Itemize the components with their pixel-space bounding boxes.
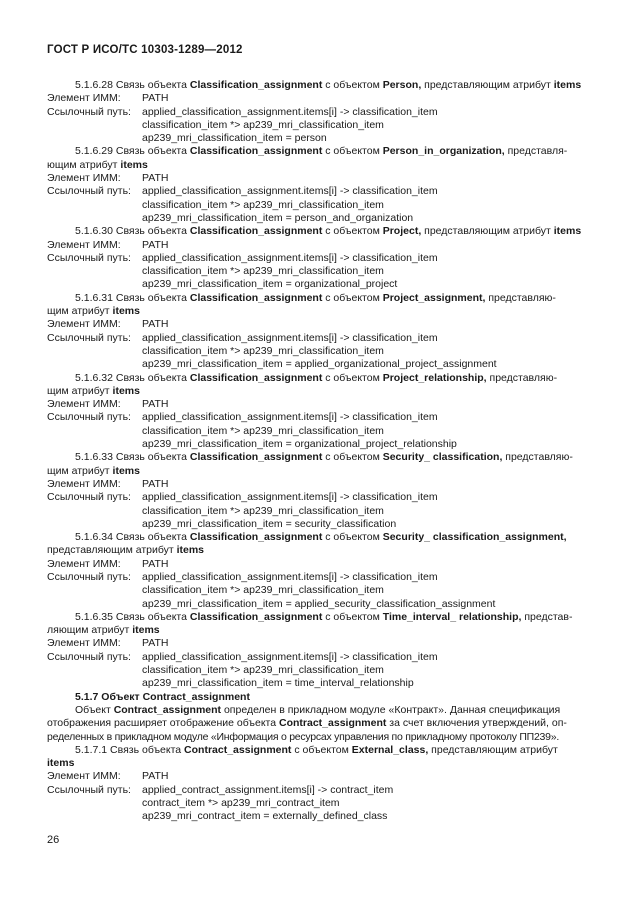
imm-element-row xyxy=(47,637,583,650)
attribute-name: items xyxy=(120,158,148,171)
text-span: ap239_mri_classification_item = applied_security_classification_assignment xyxy=(142,597,496,610)
attribute-name: items xyxy=(132,624,160,637)
text-span: Связь объекта xyxy=(112,371,190,384)
text-span: щим атрибут xyxy=(47,384,113,397)
reference-path-row xyxy=(47,332,583,345)
imm-element-value: PATH xyxy=(142,92,169,105)
section-heading-text xyxy=(75,611,572,624)
reference-path-line: applied_contract_assignment.items[i] -> contract_item xyxy=(142,783,394,796)
text-span: представляющим атрибут xyxy=(47,544,177,557)
text-span: щим атрибут xyxy=(47,305,113,318)
imm-element-label: Элемент ИММ: xyxy=(47,238,121,251)
section-heading-cont xyxy=(47,757,583,770)
text-span: ap239_mri_classification_item = organizational_project_relationship xyxy=(142,438,457,451)
reference-path-line xyxy=(47,345,583,358)
text-span: представляю- xyxy=(485,291,556,304)
target-object-name: Person_in_organization, xyxy=(382,145,505,158)
imm-element-value: PATH xyxy=(142,637,169,650)
object-name: Classification_assignment xyxy=(189,531,323,544)
imm-element-label: Элемент ИММ: xyxy=(47,92,121,105)
text-span: ap239_mri_classification_item = applied_organizational_project_assignment xyxy=(142,358,497,371)
section-number: 5.1.6.30 xyxy=(75,225,113,238)
section-heading-cont xyxy=(47,465,583,478)
reference-path-row xyxy=(47,491,583,504)
attribute-name: items xyxy=(112,464,140,477)
text-span: с объектом xyxy=(322,145,383,158)
imm-element-label: Элемент ИММ: xyxy=(47,172,121,185)
reference-path-line: applied_classification_assignment.items[i] -> classification_item xyxy=(142,331,438,344)
document-body xyxy=(47,79,583,824)
text-span: ляющим атрибут xyxy=(47,624,133,637)
reference-path-line xyxy=(47,438,583,451)
text-span: classification_item *> ap239_mri_classification_item xyxy=(142,344,384,357)
section-heading-cont xyxy=(47,624,583,637)
section-517-heading xyxy=(47,691,583,704)
reference-path-line: applied_classification_assignment.items[i] -> classification_item xyxy=(142,570,438,583)
section-number: 5.1.6.31 xyxy=(75,291,113,304)
imm-element-row xyxy=(47,239,583,252)
text-span: ap239_mri_classification_item = organizational_project xyxy=(142,278,398,291)
reference-path-line xyxy=(47,425,583,438)
reference-path-line xyxy=(47,505,583,518)
attribute-name: items xyxy=(553,225,582,238)
imm-element-row xyxy=(47,318,583,331)
text-span: представляю- xyxy=(502,451,573,464)
imm-element-label: Элемент ИММ: xyxy=(47,477,121,490)
reference-path-line xyxy=(47,132,583,145)
target-object-name: Security_ classification_assignment, xyxy=(382,531,567,544)
target-object-name: Project, xyxy=(382,225,422,238)
text-span: представля- xyxy=(504,145,568,158)
text-span: с объектом xyxy=(322,79,383,91)
target-object-name: External_class, xyxy=(351,743,429,756)
text-span: за счет включения утверждений, оп- xyxy=(386,717,567,730)
text-span: classification_item *> ap239_mri_classification_item xyxy=(142,265,384,278)
reference-path-label: Ссылочный путь: xyxy=(47,411,131,424)
target-object-name: Time_interval_ relationship, xyxy=(382,610,522,623)
object-name: Classification_assignment xyxy=(189,145,323,158)
reference-path-row xyxy=(47,571,583,584)
reference-path-line xyxy=(47,265,583,278)
imm-element-row xyxy=(47,398,583,411)
text-span: ap239_mri_classification_item = time_interval_relationship xyxy=(142,677,414,690)
section-number: 5.1.6.33 xyxy=(75,451,113,464)
reference-path-line xyxy=(47,584,583,597)
section-number: 5.1.6.34 xyxy=(75,531,113,544)
text-span: с объектом xyxy=(291,743,352,756)
reference-path-line xyxy=(47,518,583,531)
text-span: ap239_mri_contract_item = externally_defined_class xyxy=(142,810,388,823)
text-span: 5.1.7 Объект Contract_assignment xyxy=(75,690,250,703)
text-span: Связь объекта xyxy=(112,291,190,304)
section-number: 5.1.6.32 xyxy=(75,371,113,384)
paragraph-line xyxy=(47,731,583,744)
text-span: ющим атрибут xyxy=(47,158,121,171)
imm-element-value: PATH xyxy=(142,172,169,185)
imm-element-value: PATH xyxy=(142,770,169,783)
text-span: определен в прикладном модуле «Контракт». Данная спецификация xyxy=(221,703,561,716)
imm-element-value: PATH xyxy=(142,477,169,490)
text-span: Связь объекта xyxy=(112,145,190,158)
text-span: classification_item *> ap239_mri_classification_item xyxy=(142,198,384,211)
object-name: Classification_assignment xyxy=(189,79,323,91)
reference-path-line: applied_classification_assignment.items[i] -> classification_item xyxy=(142,185,438,198)
document-header: ГОСТ Р ИСО/ТС 10303-1289—2012 xyxy=(47,44,243,56)
reference-path-line xyxy=(47,119,583,132)
text-span: представляющим атрибут xyxy=(428,743,558,756)
section-heading-cont xyxy=(47,305,583,318)
reference-path-line xyxy=(47,199,583,212)
imm-element-label: Элемент ИММ: xyxy=(47,398,121,411)
text-span: щим атрибут xyxy=(47,464,113,477)
text-span: Связь объекта xyxy=(112,531,190,544)
section-heading-cont xyxy=(47,544,583,557)
reference-path-line xyxy=(47,677,583,690)
reference-path-line xyxy=(47,278,583,291)
text-span: Связь объекта xyxy=(112,225,190,238)
object-name: Contract_assignment xyxy=(184,743,292,756)
reference-path-line: applied_classification_assignment.items[i] -> classification_item xyxy=(142,491,438,504)
object-name: Classification_assignment xyxy=(189,451,323,464)
text-span: Связь объекта xyxy=(107,743,185,756)
attribute-name: items xyxy=(47,757,75,770)
text-span: contract_item *> ap239_mri_contract_item xyxy=(142,797,340,810)
text-span: с объектом xyxy=(322,225,383,238)
section-heading-cont xyxy=(47,385,583,398)
reference-path-row xyxy=(47,651,583,664)
object-name: Classification_assignment xyxy=(189,291,323,304)
text-span: classification_item *> ap239_mri_classification_item xyxy=(142,504,384,517)
section-heading xyxy=(47,225,583,238)
target-object-name: Person, xyxy=(382,79,422,91)
reference-path-label: Ссылочный путь: xyxy=(47,650,131,663)
paragraph-line xyxy=(47,717,583,730)
object-name: Classification_assignment xyxy=(189,610,323,623)
imm-element-label: Элемент ИММ: xyxy=(47,637,121,650)
imm-element-label: Элемент ИММ: xyxy=(47,557,121,570)
reference-path-line xyxy=(47,810,583,823)
section-heading xyxy=(47,79,583,92)
imm-element-row xyxy=(47,770,583,783)
imm-element-label: Элемент ИММ: xyxy=(47,318,121,331)
text-span: classification_item *> ap239_mri_classification_item xyxy=(142,118,384,131)
attribute-name: items xyxy=(553,79,582,91)
reference-path-label: Ссылочный путь: xyxy=(47,185,131,198)
section-heading-text xyxy=(75,372,557,385)
text-span: с объектом xyxy=(322,451,383,464)
imm-element-value: PATH xyxy=(142,238,169,251)
section-number: 5.1.6.35 xyxy=(75,610,113,623)
reference-path-line xyxy=(47,598,583,611)
reference-path-label: Ссылочный путь: xyxy=(47,331,131,344)
imm-element-value: PATH xyxy=(142,557,169,570)
section-heading-text xyxy=(75,225,581,237)
target-object-name: Project_relationship, xyxy=(382,371,487,384)
text-span: ap239_mri_classification_item = person xyxy=(142,132,327,145)
text-span: представляю- xyxy=(486,371,558,384)
attribute-name: items xyxy=(176,544,205,557)
reference-path-row xyxy=(47,252,583,265)
text-span: с объектом xyxy=(322,371,383,384)
reference-path-row xyxy=(47,784,583,797)
reference-path-line xyxy=(47,664,583,677)
section-number: 5.1.6.28 xyxy=(75,79,113,91)
reference-path-line: applied_classification_assignment.items[i] -> classification_item xyxy=(142,411,438,424)
section-heading xyxy=(47,451,583,464)
attribute-name: items xyxy=(112,305,140,318)
section-number: 5.1.6.29 xyxy=(75,145,113,158)
text-span: Связь объекта xyxy=(112,79,190,91)
object-name: Contract_assignment xyxy=(113,703,222,716)
reference-path-line xyxy=(47,212,583,225)
reference-path-label: Ссылочный путь: xyxy=(47,251,131,264)
section-heading xyxy=(47,611,583,624)
reference-path-label: Ссылочный путь: xyxy=(47,783,131,796)
text-span: с объектом xyxy=(322,291,383,304)
section-number: 5.1.7.1 xyxy=(75,743,108,756)
text-span: ap239_mri_classification_item = security_classification xyxy=(142,517,397,530)
reference-path-line: applied_classification_assignment.items[i] -> classification_item xyxy=(142,105,438,118)
text-span: представляющим атрибут xyxy=(421,79,554,91)
section-heading xyxy=(47,145,583,158)
section-heading-text xyxy=(75,531,567,544)
imm-element-row xyxy=(47,172,583,185)
reference-path-row xyxy=(47,106,583,119)
object-name: Classification_assignment xyxy=(189,371,323,384)
target-object-name: Security_ classification, xyxy=(382,451,503,464)
reference-path-label: Ссылочный путь: xyxy=(47,105,131,118)
attribute-name: items xyxy=(112,384,140,397)
reference-path-line xyxy=(47,797,583,810)
section-heading xyxy=(47,531,583,544)
reference-path-row xyxy=(47,411,583,424)
imm-element-value: PATH xyxy=(142,398,169,411)
text-span: с объектом xyxy=(322,610,383,623)
object-name: Contract_assignment xyxy=(279,717,387,730)
paragraph-line xyxy=(47,704,583,717)
imm-element-row xyxy=(47,478,583,491)
target-object-name: Project_assignment, xyxy=(382,291,486,304)
text-span: classification_item *> ap239_mri_classification_item xyxy=(142,664,384,677)
reference-path-row xyxy=(47,185,583,198)
imm-element-label: Элемент ИММ: xyxy=(47,770,121,783)
section-heading-text xyxy=(75,451,573,464)
imm-element-row xyxy=(47,92,583,105)
text-span: classification_item *> ap239_mri_classification_item xyxy=(142,424,384,437)
imm-element-row xyxy=(47,558,583,571)
text-span: Объект xyxy=(75,703,114,716)
reference-path-line: applied_classification_assignment.items[i] -> classification_item xyxy=(142,650,438,663)
section-heading-text xyxy=(75,79,581,91)
section-heading xyxy=(47,744,583,757)
section-heading xyxy=(47,372,583,385)
text-span: Связь объекта xyxy=(112,610,190,623)
reference-path-line: applied_classification_assignment.items[i] -> classification_item xyxy=(142,251,438,264)
reference-path-label: Ссылочный путь: xyxy=(47,570,131,583)
text-span: с объектом xyxy=(322,531,383,544)
text-span: Связь объекта xyxy=(112,451,190,464)
section-heading-text xyxy=(75,145,567,158)
reference-path-line xyxy=(47,358,583,371)
text-span: представ- xyxy=(521,610,573,623)
object-name: Classification_assignment xyxy=(189,225,323,238)
text-span: отображения расширяет отображение объекта xyxy=(47,717,279,730)
section-heading xyxy=(47,292,583,305)
imm-element-value: PATH xyxy=(142,318,169,331)
text-span: представляющим атрибут xyxy=(421,225,554,238)
section-heading-cont xyxy=(47,159,583,172)
section-heading-text xyxy=(75,292,556,305)
reference-path-label: Ссылочный путь: xyxy=(47,491,131,504)
text-span: classification_item *> ap239_mri_classification_item xyxy=(142,584,384,597)
text-span: ap239_mri_classification_item = person_and_organization xyxy=(142,211,414,224)
text-span: ределенных в прикладном модуле «Информация о ресурсах управления по прикладному протоколу ПП239». xyxy=(47,730,559,743)
page-number: 26 xyxy=(47,834,60,846)
